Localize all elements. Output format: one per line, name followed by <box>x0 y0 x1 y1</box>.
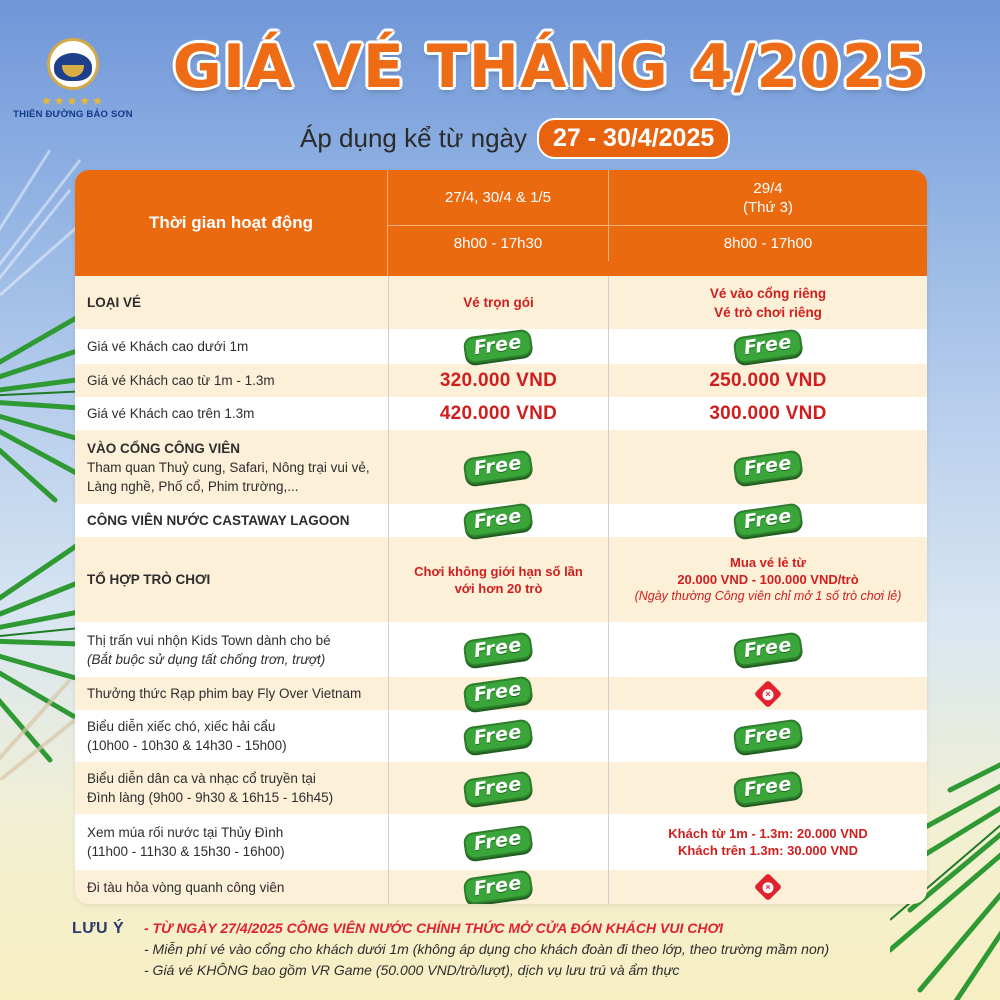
cell-line: 20.000 VND - 100.000 VND/trò <box>677 572 859 587</box>
cell <box>608 814 927 870</box>
cell-ticket-type <box>608 276 927 329</box>
note-line: - TỪ NGÀY 27/4/2025 CÔNG VIÊN NƯỚC CHÍNH THỨC MỞ CỬA ĐÓN KHÁCH VUI CHƠI <box>144 920 724 936</box>
cell <box>608 762 927 814</box>
table-row <box>75 397 927 430</box>
row-label <box>75 430 388 504</box>
row-label: Giá vé Khách cao dưới 1m <box>87 339 249 354</box>
price-value: 420.000 VND <box>388 397 608 430</box>
free-badge-icon: Free <box>463 328 534 364</box>
row-label <box>75 814 388 870</box>
free-badge-icon: Free <box>732 718 803 754</box>
price-value: 300.000 VND <box>608 397 927 430</box>
table-row-ticket-type <box>75 276 927 329</box>
free-badge-icon: Free <box>732 449 803 485</box>
row-label: LOẠI VÉ <box>87 295 142 310</box>
cell <box>388 329 608 364</box>
row-label: Thưởng thức Rạp phim bay Fly Over Vietnam <box>87 686 362 701</box>
row-label-title: Biểu diễn dân ca và nhạc cổ truyền tại <box>87 771 316 786</box>
row-label: Giá vé Khách cao từ 1m - 1.3m <box>87 373 275 388</box>
row-label-sub: (11h00 - 11h30 & 15h30 - 16h00) <box>87 844 285 859</box>
row-label-sub: (Bắt buộc sử dụng tất chống trơn, trượt) <box>87 651 326 667</box>
cell <box>388 710 608 762</box>
table-row <box>75 677 927 710</box>
cell <box>388 537 608 622</box>
header-hours: 8h00 - 17h30 <box>453 234 543 252</box>
row-label-sub: Làng nghề, Phố cổ, Phim trường,... <box>87 478 299 494</box>
price-table <box>75 170 927 904</box>
free-badge-icon: Free <box>732 631 803 667</box>
free-badge-icon: Free <box>463 824 534 860</box>
price-value: 250.000 VND <box>608 364 927 397</box>
cell <box>608 430 927 504</box>
subtitle-text: Áp dụng kể từ ngày <box>300 122 528 153</box>
row-label <box>75 710 388 762</box>
header-hours: 8h00 - 17h00 <box>723 234 813 252</box>
table-row <box>75 622 927 677</box>
page-title: GIÁ VÉ THÁNG 4/2025 <box>172 32 928 102</box>
cell <box>388 504 608 537</box>
table-row <box>75 364 927 397</box>
cell <box>388 870 608 904</box>
note-line: - Miễn phí vé vào cổng cho khách dưới 1m (không áp dụng cho khách đoàn đi theo lớp, theo trường mầm non) <box>144 941 830 957</box>
cell <box>608 622 927 677</box>
cell-note: (Ngày thường Công viên chỉ mở 1 số trò chơi lẻ) <box>634 589 902 603</box>
five-stars-icon: ★★★★★ <box>41 94 105 108</box>
row-label-sub: (10h00 - 10h30 & 14h30 - 15h00) <box>87 738 287 753</box>
table-row <box>75 814 927 870</box>
cell-line: Mua vé lẻ từ <box>730 555 806 570</box>
brand-name: THIÊN ĐƯỜNG BẢO SƠN <box>13 109 133 120</box>
header-col-tuesday <box>608 170 927 261</box>
not-available-icon: × <box>754 679 782 707</box>
table-row-game-combo <box>75 537 927 622</box>
free-badge-icon: Free <box>463 449 534 485</box>
table-row <box>75 762 927 814</box>
table-row <box>75 430 927 504</box>
row-label: TỔ HỢP TRÒ CHƠI <box>87 572 211 587</box>
free-badge-icon: Free <box>732 502 803 538</box>
cell <box>608 870 927 904</box>
cell-line: Vé vào cổng riêng <box>709 285 827 301</box>
free-badge-icon: Free <box>732 770 803 806</box>
header-days-text: 29/4 <box>753 179 783 197</box>
header-days-text: 27/4, 30/4 & 1/5 <box>445 189 551 206</box>
table-row <box>75 504 927 537</box>
brand-logo <box>8 38 138 120</box>
header-col-holiday <box>388 170 608 261</box>
price-value: 320.000 VND <box>388 364 608 397</box>
cell-line: Vé trò chơi riêng <box>714 304 822 320</box>
free-badge-icon: Free <box>732 328 803 364</box>
subtitle <box>300 118 730 158</box>
table-header <box>75 170 927 276</box>
table-row <box>75 329 927 364</box>
cell-line: Khách từ 1m - 1.3m: 20.000 VND <box>668 826 868 841</box>
header-days-sub: (Thứ 3) <box>742 198 794 216</box>
row-label-title: Thị trấn vui nhộn Kids Town dành cho bé <box>87 632 331 648</box>
header-operating-hours: Thời gian hoạt động <box>75 170 388 276</box>
cell <box>608 677 927 710</box>
free-badge-icon: Free <box>463 675 534 711</box>
not-available-icon: × <box>754 873 782 901</box>
row-label: CÔNG VIÊN NƯỚC CASTAWAY LAGOON <box>87 513 350 528</box>
cell <box>608 710 927 762</box>
free-badge-icon: Free <box>463 869 534 904</box>
note-lines <box>144 918 829 981</box>
row-label-title: Xem múa rối nước tại Thủy Đình <box>87 825 284 840</box>
row-label-title: VÀO CỔNG CÔNG VIÊN <box>87 440 241 456</box>
table-row <box>75 870 927 904</box>
header-days <box>609 170 927 226</box>
row-label-title: Biểu diễn xiếc chó, xiếc hải cẩu <box>87 719 276 734</box>
row-label: Giá vé Khách cao trên 1.3m <box>87 406 255 421</box>
cell-line: với hơn 20 trò <box>454 580 543 596</box>
header-days <box>388 170 608 226</box>
free-badge-icon: Free <box>463 718 534 754</box>
note-label: LƯU Ý <box>72 920 125 937</box>
cell <box>388 622 608 677</box>
date-range-badge: 27 - 30/4/2025 <box>537 118 730 159</box>
row-label <box>75 762 388 814</box>
cell <box>608 537 927 622</box>
cell-line: Khách trên 1.3m: 30.000 VND <box>678 843 858 858</box>
table-row <box>75 710 927 762</box>
row-label <box>75 622 388 677</box>
row-label-sub: Tham quan Thuỷ cung, Safari, Nông trại vui vẻ, <box>87 459 370 475</box>
row-label-sub: Đình làng (9h00 - 9h30 & 16h15 - 16h45) <box>87 790 334 805</box>
cell-ticket-type: Vé trọn gói <box>388 276 608 329</box>
note-line: - Giá vé KHÔNG bao gồm VR Game (50.000 VND/trò/lượt), dịch vụ lưu trú và ẩm thực <box>144 962 680 978</box>
cell <box>608 329 927 364</box>
cell-line: Chơi không giới hạn số lần <box>414 563 583 579</box>
free-badge-icon: Free <box>463 631 534 667</box>
cell <box>608 504 927 537</box>
cell <box>388 762 608 814</box>
free-badge-icon: Free <box>463 502 534 538</box>
cell <box>388 677 608 710</box>
logo-emblem-icon <box>47 38 99 90</box>
free-badge-icon: Free <box>463 770 534 806</box>
cell <box>388 430 608 504</box>
cell <box>388 814 608 870</box>
row-label: Đi tàu hỏa vòng quanh công viên <box>87 879 285 895</box>
